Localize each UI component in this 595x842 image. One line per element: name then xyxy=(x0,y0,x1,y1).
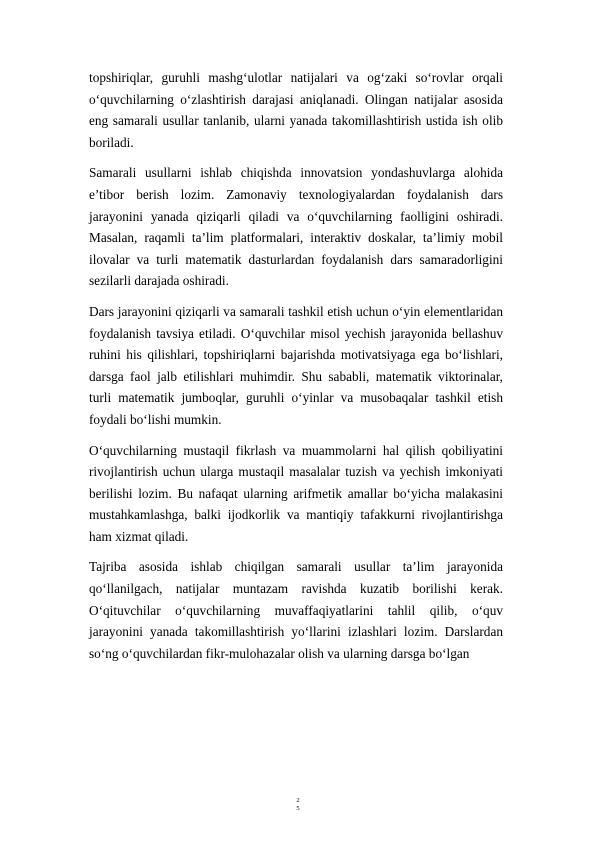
document-body xyxy=(89,67,503,673)
paragraph-4: O‘quvchilarning mustaqil fikrlash va muammolarni hal qilish qobiliyatini rivojlantirish uchun ularga mustaqil masalalar tuzish va yechish imkoniyati berilishi lozim. Bu nafaqat ularning arifmetik amallar bo‘yicha malakasini mustahkamlashga, balki ijodkorlik va mantiqiy tafakkurni rivojlantirishga ham xizmat qiladi. xyxy=(89,442,503,544)
page-number xyxy=(292,797,304,813)
page-number-digit-2: 5 xyxy=(296,805,300,812)
paragraph-2: Samarali usullarni ishlab chiqishda innovatsion yondashuvlarga alohida e’tibor berish lozim. Zamonaviy texnologiyalardan foydalanish dars jarayonini yanada qiziqarli qiladi va o‘quvchilarning faolligini oshiradi. Masalan, raqamli ta’lim platformalari, interaktiv doskalar, ta’limiy mobil ilovalar va turli matematik dasturlardan foydalanish dars samaradorligini sezilarli darajada oshiradi. xyxy=(89,165,503,289)
paragraph-5: Tajriba asosida ishlab chiqilgan samarali usullar ta’lim jarayonida qo‘llanilgach, natijalar muntazam ravishda kuzatib borilishi kerak. O‘qituvchilar o‘quvchilarning muvaffaqiyatlarini tahlil qilib, o‘quv jarayonini yanada takomillashtirish yo‘llarini izlashlari lozim. Darslardan so‘ng o‘quvchilardan fikr-mulohazalar olish va ularning darsga bo‘lgan xyxy=(89,559,503,661)
page-number-digit-1: 2 xyxy=(296,797,300,804)
paragraph-3: Dars jarayonini qiziqarli va samarali tashkil etish uchun o‘yin elementlaridan foydalanish tavsiya etiladi. O‘quvchilar misol yechish jarayonida bellashuv ruhini his qilishlari, topshiriqlarni bajarishda motivatsiyaga ega bo‘lishlari, darsga faol jalb etilishlari muhimdir. Shu sababli, matematik viktorinalar, turli matematik jumboqlar, guruhli o‘yinlar va musobaqalar tashkil etish foydali bo‘lishi mumkin. xyxy=(89,303,503,427)
paragraph-1: topshiriqlar, guruhli mashg‘ulotlar natijalari va og‘zaki so‘rovlar orqali o‘quvchilarning o‘zlashtirish darajasi aniqlanadi. Olingan natijalar asosida eng samarali usullar tanlanib, ularni yanada takomillashtirish ustida ish olib boriladi. xyxy=(89,70,503,150)
